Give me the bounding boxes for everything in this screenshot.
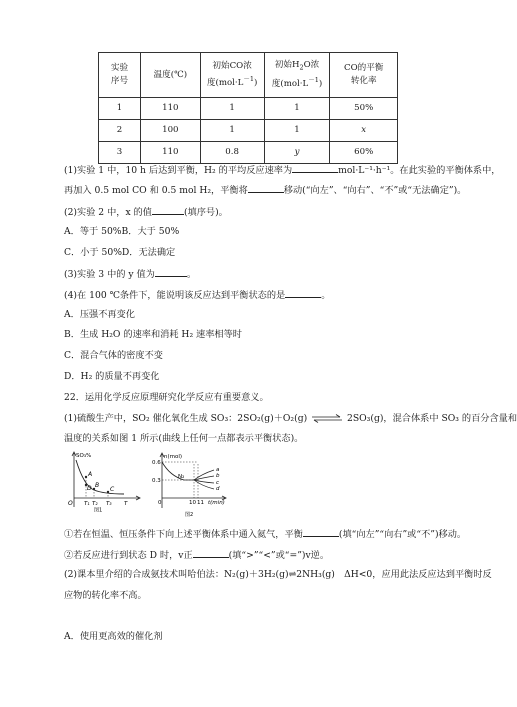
question-4-line (64, 287, 330, 303)
fig1-point-label: B (95, 482, 100, 489)
fig2-origin: 0 (158, 500, 162, 506)
fig2-xlabel: t(min) (208, 500, 225, 506)
table-header-cell: 初始$H_2O$浓 度$(mol\cdot L^{-1})$ (264, 53, 330, 98)
table-cell: 50% (330, 98, 398, 120)
table-header-cell: 实验 序号 (99, 53, 141, 98)
question-22-2-line-2: 应物的转化率不高。 (64, 590, 147, 601)
equilibrium-curve (76, 460, 124, 494)
text: mol·L⁻¹·h⁻¹。在此实验的平衡体系中， (338, 165, 501, 176)
fig2-curve-label: c (216, 480, 220, 486)
option-line: A．压强不再变化 (64, 309, 135, 320)
curve-c (194, 480, 214, 483)
text: 移动(“向左”、“向右”、“不”或“无法确定”)。 (283, 185, 467, 196)
fig1-ylabel: SO₃% (76, 453, 92, 459)
text: ②若反应进行到状态 D 时，v正 (64, 550, 193, 561)
table-cell: 110 (140, 142, 200, 164)
fig1-point-label: A (88, 471, 93, 478)
figure-2 (152, 450, 232, 518)
fig2-xtick: 11 (197, 500, 204, 506)
fig1-tick: T₃ (106, 501, 112, 507)
table-cell: y (264, 142, 330, 164)
experiment-table (98, 52, 398, 164)
fig2-ytick: 0.3 (152, 478, 161, 484)
table-cell: x (330, 120, 398, 142)
table-header-cell: 温度(℃) (140, 53, 200, 98)
table-cell: 100 (140, 120, 200, 142)
option-line: C．混合气体的密度不变 (64, 350, 163, 361)
text: ①若在恒温、恒压条件下向上述平衡体系中通入氦气，平衡 (64, 529, 303, 540)
text: (1)实验 1 中，10 h 后达到平衡，H₂ 的平均反应速率为 (64, 165, 293, 176)
option-line: A．等于 50%B．大于 50% (64, 226, 180, 237)
text: 。 (186, 269, 197, 280)
text: (填“>”“<”或“=”)v逆。 (228, 550, 330, 561)
question-22-ii-line (64, 547, 329, 563)
answer-blank[interactable] (248, 182, 284, 193)
table-header-cell: 初始CO浓 度$(mol\cdot L^{-1})$ (200, 53, 264, 98)
table-cell: 0.8 (200, 142, 264, 164)
fig2-ylabel: n(mol) (164, 454, 183, 460)
reversible-arrow-icon (310, 414, 344, 423)
table-cell: 1 (200, 120, 264, 142)
fig2-curve-label: d (216, 486, 220, 492)
question-22-line: 22．运用化学反应原理研究化学反应有重要意义。 (64, 392, 269, 403)
table-cell: 1 (264, 120, 330, 142)
question-22-i-line (64, 526, 466, 542)
fig1-caption: 图1 (94, 507, 103, 514)
table-cell: 110 (140, 98, 200, 120)
answer-blank[interactable] (155, 266, 187, 277)
text: (填“向左”“向右”或“不”)移动。 (338, 529, 467, 540)
fig2-caption: 图2 (185, 512, 194, 518)
option-line: B．生成 H₂O 的速率和消耗 H₂ 速率相等时 (64, 329, 242, 340)
fig1-tick: T₂ (92, 501, 98, 507)
curve-a (194, 470, 214, 480)
question-2-line (64, 204, 228, 220)
text: (2)实验 2 中，x 的值 (64, 207, 152, 218)
fig2-xtick: 10 (189, 500, 196, 506)
fig2-curve-label: b (216, 473, 220, 479)
fig1-point-label: C (110, 486, 115, 493)
fig1-origin: O (68, 500, 73, 507)
question-22-2-line: (2)课本里介绍的合成氨技术叫哈伯法：N₂(g)＋3H₂(g)⇌2NH₃(g) ΔH<0，应用此法反应达到平衡时反 (64, 569, 492, 580)
text: 2SO₃(g)，混合体系中 SO₃ 的百分含量和 (347, 413, 517, 424)
answer-blank[interactable] (193, 547, 229, 558)
question-3-line (64, 266, 196, 282)
table-header-row (99, 53, 398, 98)
text: (填序号)。 (183, 207, 228, 218)
question-22-1-line-2: 温度的关系如图 1 所示(曲线上任何一点都表示平衡状态)。 (64, 433, 304, 444)
text: (1)硫酸生产中，SO₂ 催化氧化生成 SO₃：2SO₂(g)＋O₂(g) (64, 413, 308, 424)
table-row (99, 142, 398, 164)
table-row (99, 98, 398, 120)
table-row (99, 120, 398, 142)
question-1-line-2 (64, 182, 466, 198)
table-cell: 1 (99, 98, 141, 120)
table-cell: 2 (99, 120, 141, 142)
text: (3)实验 3 中的 y 值为 (64, 269, 155, 280)
answer-blank[interactable] (303, 526, 339, 537)
option-line: C．小于 50%D．无法确定 (64, 247, 176, 258)
table-cell: 3 (99, 142, 141, 164)
table-header-cell: CO的平衡 转化率 (330, 53, 398, 98)
fig1-xlabel: T (124, 501, 128, 507)
answer-blank[interactable] (152, 204, 184, 215)
table-cell: 60% (330, 142, 398, 164)
option-line: A．使用更高效的催化剂 (64, 631, 163, 642)
fig1-tick: T₁ (84, 501, 90, 507)
fig1-point-label: D (87, 485, 92, 492)
answer-blank[interactable] (285, 287, 321, 298)
fig2-curve-label: a (216, 467, 220, 473)
text: 再加入 0.5 mol CO 和 0.5 mol H₂，平衡将 (64, 185, 248, 196)
text: 。 (321, 290, 331, 301)
curve-d (194, 480, 214, 489)
table-cell: 1 (200, 98, 264, 120)
answer-blank[interactable] (292, 162, 338, 173)
question-22-1-line (64, 412, 517, 426)
fig2-ytick: 0.6 (152, 460, 161, 466)
fig2-marker: N₂ (178, 474, 185, 480)
text: (4)在 100 ℃条件下，能说明该反应达到平衡状态的是 (64, 290, 286, 301)
table-cell: 1 (264, 98, 330, 120)
option-line: D．H₂ 的质量不再变化 (64, 371, 160, 382)
question-1-line (64, 162, 501, 178)
figure-1 (64, 450, 144, 512)
